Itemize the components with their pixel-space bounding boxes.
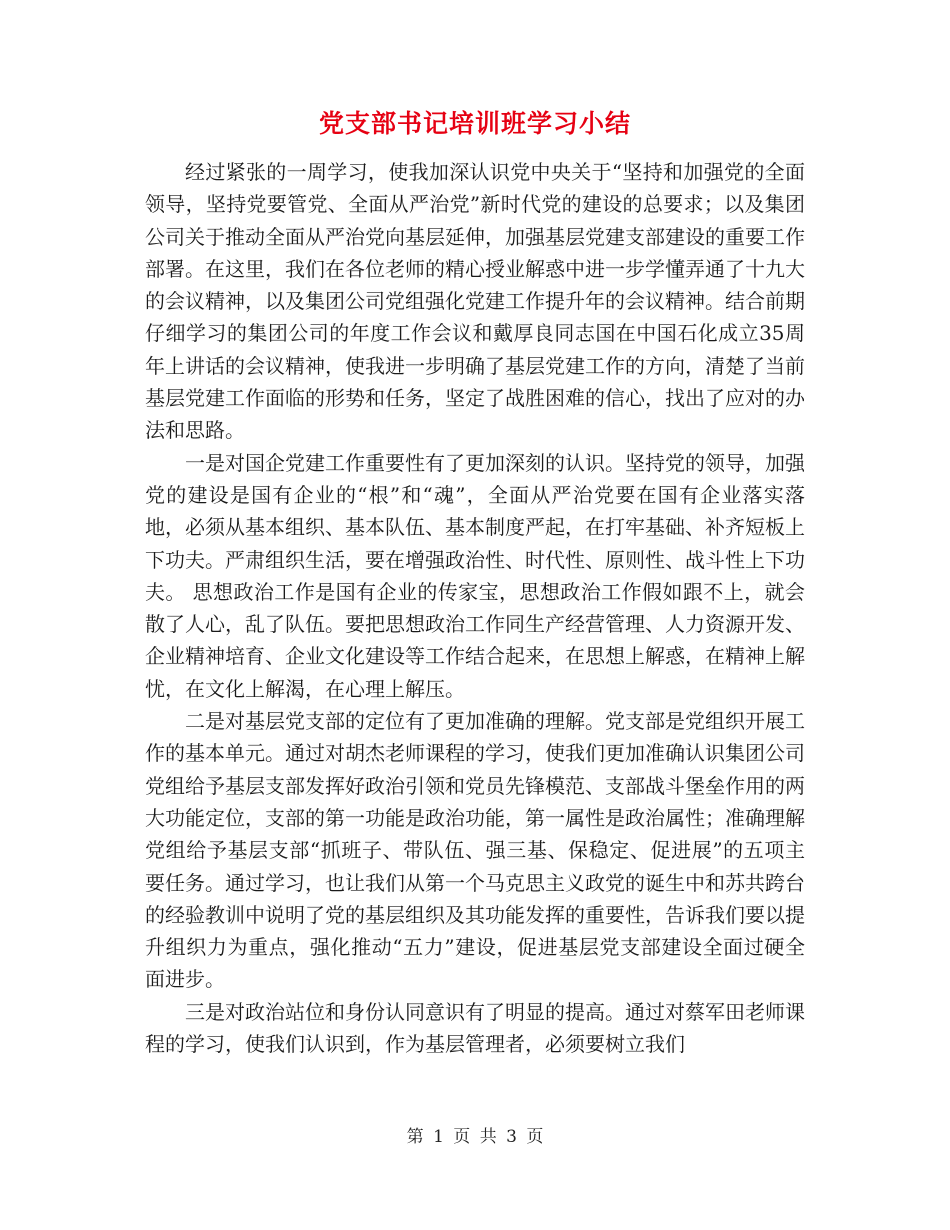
paragraph-point-three: 三是对政治站位和身份认同意识有了明显的提高。通过对蔡军田老师课程的学习，使我们认识到，作为基层管理者，必须要树立我们 [145,999,805,1057]
paragraph-intro: 经过紧张的一周学习，使我加深认识党中央关于“坚持和加强党的全面领导，坚持党要管党、全面从严治党”新时代党的建设的总要求；以及集团公司关于推动全面从严治党向基层延伸，加强基层党建支部建设的重要工作部署。在这里，我们在各位老师的精心授业解惑中进一步学懂弄通了十九大的会议精神，以及集团公司党组强化党建工作提升年的会议精神。结合前期仔细学习的集团公司的年度工作会议和戴厚良同志国在中国石化成立35周年上讲话的会议精神，使我进一步明确了基层党建工作的方向，清楚了当前基层党建工作面临的形势和任务，坚定了战胜困难的信心，找出了应对的办法和思路。 [145,160,805,443]
document-body [145,156,805,1060]
document-title: 党支部书记培训班学习小结 [318,109,631,138]
page-number-footer: 第 1 页 共 3 页 [406,1127,544,1147]
paragraph-point-two: 二是对基层党支部的定位有了更加准确的理解。党支部是党组织开展工作的基本单元。通过对胡杰老师课程的学习，使我们更加准确认识集团公司党组给予基层支部发挥好政治引领和党员先锋模范、支部战斗堡垒作用的两大功能定位，支部的第一功能是政治功能，第一属性是政治属性；准确理解党组给予基层支部“抓班子、带队伍、强三基、保稳定、促进展”的五项主要任务。通过学习，也让我们从第一个马克思主义政党的诞生中和苏共跨台的经验教训中说明了党的基层组织及其功能发挥的重要性，告诉我们要以提升组织力为重点，强化推动“五力”建设，促进基层党支部建设全面过硬全面进步。 [145,709,805,992]
paragraph-point-one: 一是对国企党建工作重要性有了更加深刻的认识。坚持党的领导，加强党的建设是国有企业的“根”和“魂”，全面从严治党要在国有企业落实落地，必须从基本组织、基本队伍、基本制度严起，在打牢基础、补齐短板上下功夫。严肃组织生活，要在增强政治性、时代性、原则性、战斗性上下功夫。 思想政治工作是国有企业的传家宝，思想政治工作假如跟不上，就会散了人心，乱了队伍。要把思想政治工作同生产经营管理、人力资源开发、企业精神培育、企业文化建设等工作结合起来，在思想上解惑，在精神上解忧，在文化上解渴，在心理上解压。 [145,450,805,701]
